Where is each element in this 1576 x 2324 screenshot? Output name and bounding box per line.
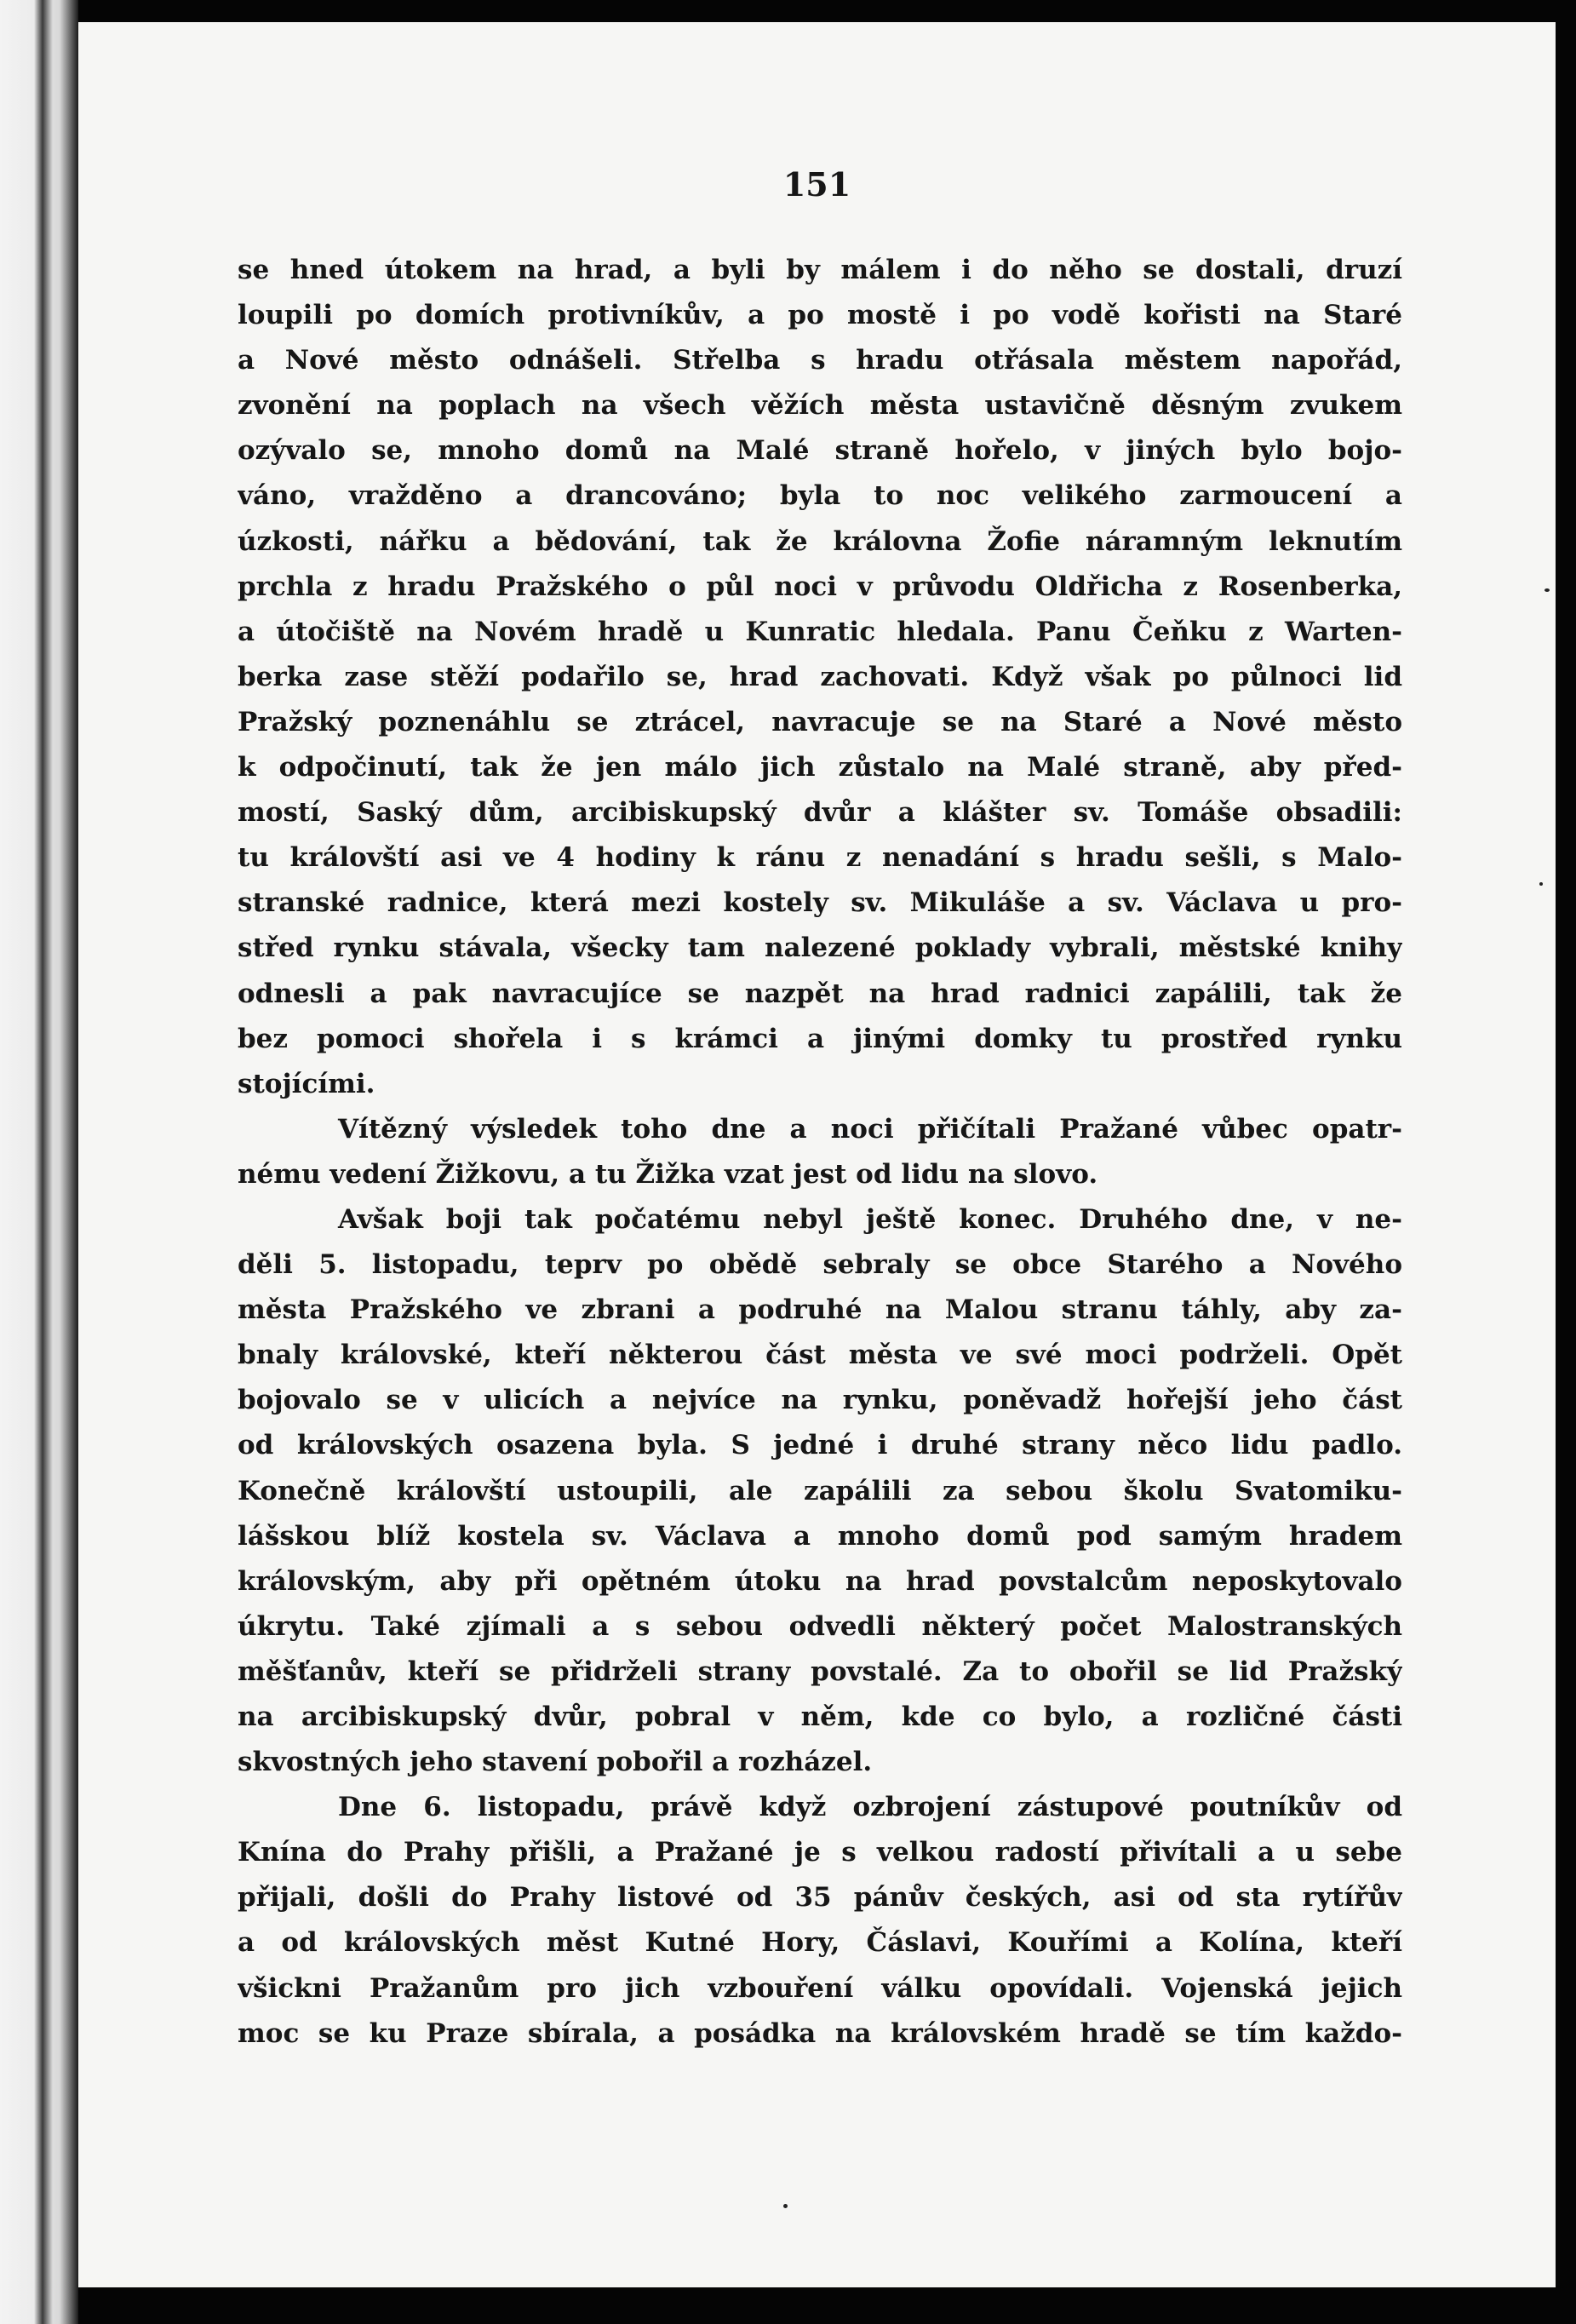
text-line: berka zase stěží podařilo se, hrad zachovati. Když však po půlnoci lid (238, 661, 1402, 692)
text-line: střed rynku stávala, všecky tam nalezené poklady vybrali, městské knihy (238, 932, 1402, 964)
text-line: bez pomoci shořela i s krámci a jinými domky tu prostřed rynku (238, 1023, 1402, 1054)
text-line: ozývalo se, mnoho domů na Malé straně hořelo, v jiných bylo bojo- (238, 435, 1402, 467)
text-line: bnaly královské, kteří některou část města ve své moci podrželi. Opět (238, 1340, 1402, 1371)
text-line: váno, vražděno a drancováno; byla to noc velikého zarmoucení a (238, 480, 1402, 512)
text-line: a Nové město odnášeli. Střelba s hradu otřásala městem napořád, (238, 345, 1402, 376)
text-line: odnesli a pak navracujíce se nazpět na hrad radnici zapálili, tak že (238, 978, 1402, 1009)
text-line: k odpočinutí, tak že jen málo jich zůstalo na Malé straně, aby před- (238, 752, 1402, 783)
text-line: přijali, došli do Prahy listové od 35 pánův českých, asi od sta rytířův (238, 1882, 1402, 1914)
book-page (78, 22, 1556, 2287)
body-text (238, 248, 1402, 2057)
text-line: prchla z hradu Pražského o půl noci v průvodu Oldřicha z Rosenberka, (238, 571, 1402, 602)
gutter-shadow (34, 0, 53, 2324)
text-line: úkrytu. Také zjímali a s sebou odvedli některý počet Malostranských (238, 1610, 1402, 1642)
text-line: bojovalo se v ulicích a nejvíce na rynku, poněvadž hořejší jeho část (238, 1385, 1402, 1416)
text-line: moc se ku Praze sbírala, a posádka na královském hradě se tím každo- (238, 2017, 1402, 2049)
text-line: města Pražského ve zbrani a podruhé na Malou stranu táhly, aby za- (238, 1294, 1402, 1326)
text-line: stranské radnice, která mezi kostely sv. Mikuláše a sv. Václava u pro- (238, 887, 1402, 919)
text-line: královským, aby při opětném útoku na hrad povstalcům neposkytovalo (238, 1565, 1402, 1597)
text-line: děli 5. listopadu, teprv po obědě sebraly se obce Starého a Nového (238, 1249, 1402, 1281)
text-line: všickni Pražanům pro jich vzbouření válku opovídali. Vojenská jejich (238, 1972, 1402, 2004)
text-line: nému vedení Žižkovu, a tu Žižka vzat jest od lidu na slovo. (238, 1158, 1098, 1190)
text-line: lášskou blíž kostela sv. Václava a mnoho domů pod samým hradem (238, 1520, 1402, 1552)
scan-speck (1539, 882, 1543, 886)
scan-speck (783, 2204, 788, 2208)
text-line: Knína do Prahy přišli, a Pražané je s velkou radostí přivítali a u sebe (238, 1837, 1402, 1868)
scan-speck (1544, 588, 1550, 592)
text-line: Pražský poznenáhlu se ztrácel, navracuje se na Staré a Nové město (238, 706, 1402, 737)
text-line: se hned útokem na hrad, a byli by málem i do něho se dostali, druzí (238, 255, 1402, 285)
text-line: skvostných jeho stavení pobořil a rozházel. (238, 1747, 873, 1778)
text-line: Vítězný výsledek toho dne a noci přičítali Pražané vůbec opatr- (338, 1113, 1402, 1145)
page-number: 151 (782, 165, 851, 204)
text-line: a od královských měst Kutné Hory, Čáslavi, Kouřími a Kolína, kteří (238, 1927, 1402, 1959)
text-line: a útočiště na Novém hradě u Kunratic hledala. Panu Čeňku z Warten- (238, 616, 1402, 647)
text-line: tu královští asi ve 4 hodiny k ránu z nenadání s hradu sešli, s Malo- (238, 842, 1402, 874)
text-line: zvonění na poplach na všech věžích města ustavičně děsným zvukem (238, 390, 1402, 422)
text-line: od královských osazena byla. S jedné i druhé strany něco lidu padlo. (238, 1430, 1402, 1461)
text-line: mostí, Saský dům, arcibiskupský dvůr a klášter sv. Tomáše obsadili: (238, 797, 1402, 829)
text-line: Konečně královští ustoupili, ale zapálili za sebou školu Svatomiku- (238, 1475, 1402, 1506)
text-line: úzkosti, nářku a bědování, tak že královna Žofie náramným leknutím (238, 525, 1402, 557)
text-line: Dne 6. listopadu, právě když ozbrojení zástupové poutníkův od (338, 1792, 1402, 1823)
text-line: měšťanův, kteří se přidrželi strany povstalé. Za to obořil se lid Pražský (238, 1655, 1402, 1687)
text-line: stojícími. (238, 1068, 375, 1099)
text-line: loupili po domích protivníkův, a po mostě i po vodě kořisti na Staré (238, 300, 1402, 331)
text-line: na arcibiskupský dvůr, pobral v něm, kde co bylo, a rozličné části (238, 1701, 1402, 1732)
text-line: Avšak boji tak počatému nebyl ještě konec. Druhého dne, v ne- (338, 1203, 1402, 1235)
